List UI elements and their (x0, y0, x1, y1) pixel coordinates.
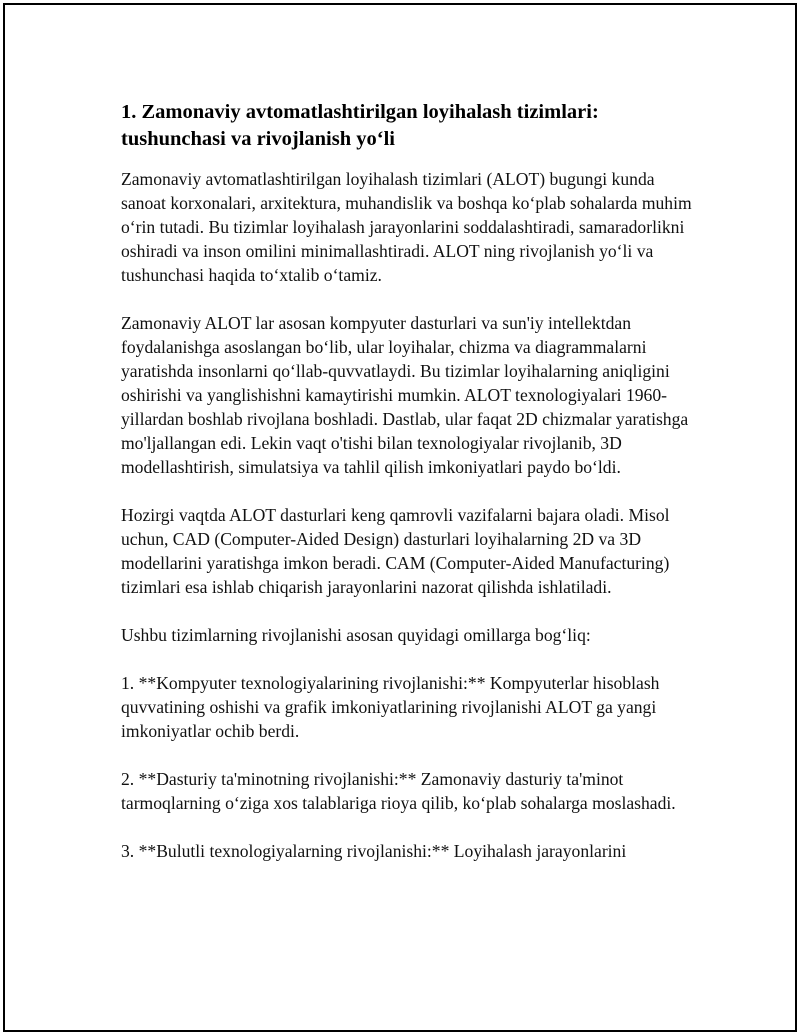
section-heading: 1. Zamonaviy avtomatlashtirilgan loyihalash tizimlari: tushunchasi va rivojlanish yoʻli (121, 101, 599, 150)
document-body (121, 99, 701, 887)
paragraph-history: Zamonaviy ALOT lar asosan kompyuter dasturlari va sun'iy intellektdan foydalanishga asoslangan boʻlib, ular loyihalar, chizma va diagrammalarni yaratishda insonlarni qoʻllab-quvvatlaydi. Bu tizimlar loyihalarning aniqligini oshirishi va yanglishishni kamaytirishi mumkin. ALOT texnologiyalari 1960-yillardan boshlab rivojlana boshladi. Dastlab, ular faqat 2D chizmalar yaratishga mo'ljallangan edi. Lekin vaqt o'tishi bilan texnologiyalar rivojlanib, 3D modellashtirish, simulatsiya va tahlil qilish imkoniyatlari paydo boʻldi. (121, 313, 689, 477)
paragraph-factors-intro: Ushbu tizimlarning rivojlanishi asosan quyidagi omillarga bogʻliq: (121, 625, 591, 645)
list-item-software: 2. **Dasturiy ta'minotning rivojlanishi:** Zamonaviy dasturiy ta'minot tarmoqlarning oʻziga xos talablariga rioya qilib, koʻplab sohalarga moslashadi. (121, 769, 676, 813)
paragraph-intro: Zamonaviy avtomatlashtirilgan loyihalash tizimlari (ALOT) bugungi kunda sanoat korxonalari, arxitektura, muhandislik va boshqa koʻplab sohalarda muhim oʻrin tutadi. Bu tizimlar loyihalash jarayonlarini soddalashtiradi, samaradorlikni oshiradi va inson omilini minimallashtiradi. ALOT ning rivojlanish yoʻli va tushunchasi haqida toʻxtalib oʻtamiz. (121, 169, 692, 285)
paragraph-current-state: Hozirgi vaqtda ALOT dasturlari keng qamrovli vazifalarni bajara oladi. Misol uchun, CAD (Computer-Aided Design) dasturlari loyihalarning 2D va 3D modellarini yaratishga imkon beradi. CAM (Computer-Aided Manufacturing) tizimlari esa ishlab chiqarish jarayonlarini nazorat qilishda ishlatiladi. (121, 505, 670, 597)
list-item-computer-tech: 1. **Kompyuter texnologiyalarining rivojlanishi:** Kompyuterlar hisoblash quvvatining oshishi va grafik imkoniyatlarining rivojlanishi ALOT ga yangi imkoniyatlar ochib berdi. (121, 673, 660, 741)
list-item-cloud-tech: 3. **Bulutli texnologiyalarning rivojlanishi:** Loyihalash jarayonlarini (121, 841, 627, 861)
document-page (3, 3, 797, 1032)
